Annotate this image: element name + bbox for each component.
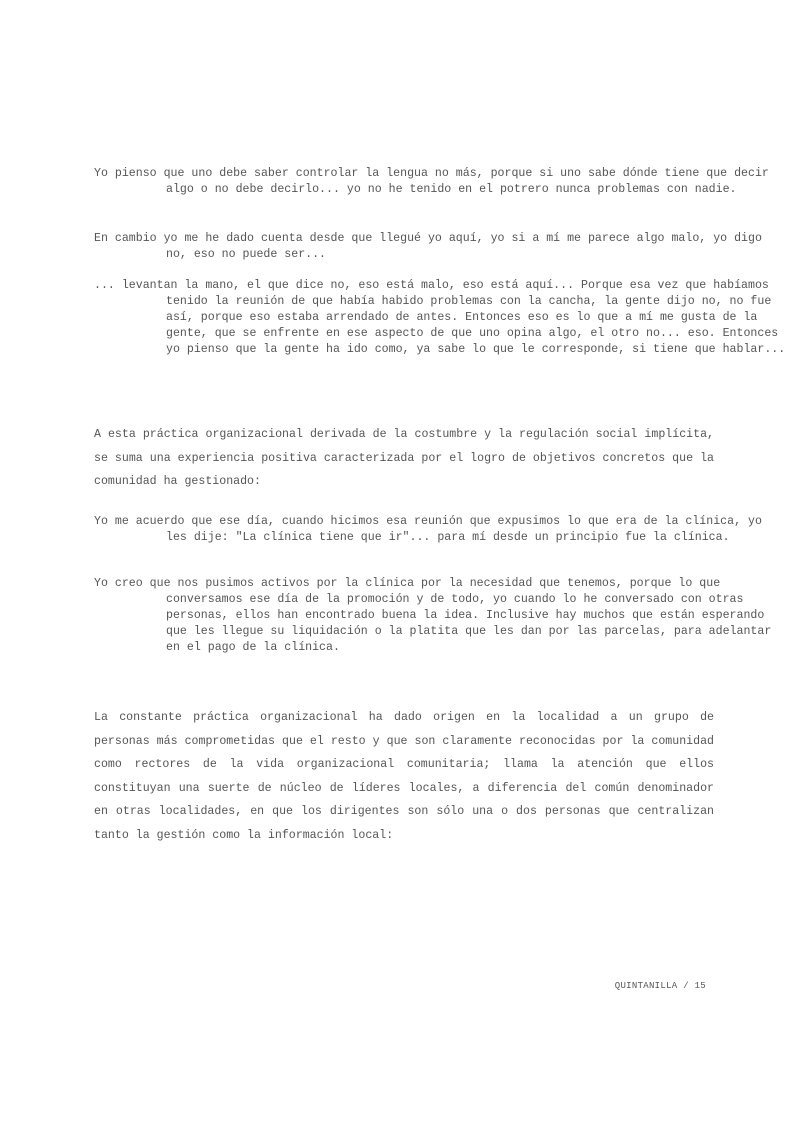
page-footer: QUINTANILLA / 15 <box>614 981 706 991</box>
testimony-quote: Yo creo que nos pusimos activos por la clínica por la necesidad que tenemos, porque lo que conversamos ese día de la promoción y de todo, yo cuando lo he conversado con otras personas, ellos han encontrado buena la idea. Inclusive hay muchos que están esperando que les llegue su liquidación o la platita que les dan por las parcelas, para adelantar en el pago de la clínica. <box>94 577 772 654</box>
body-paragraph: A esta práctica organizacional derivada de la costumbre y la regulación social implícita, se suma una experiencia positiva caracterizada por el logro de objetivos concretos que la comunidad ha gestionado: <box>94 428 714 488</box>
testimony-quote: Yo pienso que uno debe saber controlar la lengua no más, porque si uno sabe dónde tiene que decir algo o no debe decirlo... yo no he tenido en el potrero nunca problemas con nadie. <box>94 167 769 196</box>
body-paragraph: La constante práctica organizacional ha dado origen en la localidad a un grupo de personas más comprometidas que el resto y que son claramente reconocidas por la comunidad como rectores de la vida organizacional comunitaria; llama la atención que ellos constituyan una suerte de núcleo de líderes locales, a diferencia del común denominador en otras localidades, en que los dirigentes son sólo una o dos personas que centralizan tanto la gestión como la información local: <box>94 711 714 842</box>
testimony-quote: ... levantan la mano, el que dice no, eso está malo, eso está aquí... Porque esa vez que habíamos tenido la reunión de que había habido problemas con la cancha, la gente dijo no, no fue así, porque eso estaba arrendado de antes. Entonces eso es lo que a mí me gusta de la gente, que se enfrente en ese aspecto de que uno opina algo, el otro no... eso. Entonces yo pienso que la gente ha ido como, ya sabe lo que le corresponde, si tiene que hablar... <box>94 279 786 356</box>
testimony-quote: Yo me acuerdo que ese día, cuando hicimos esa reunión que expusimos lo que era de la clínica, yo les dije: "La clínica tiene que ir"... para mí desde un principio fue la clínica. <box>94 515 762 544</box>
testimony-quote: En cambio yo me he dado cuenta desde que llegué yo aquí, yo si a mí me parece algo malo, yo digo no, eso no puede ser... <box>94 232 762 261</box>
